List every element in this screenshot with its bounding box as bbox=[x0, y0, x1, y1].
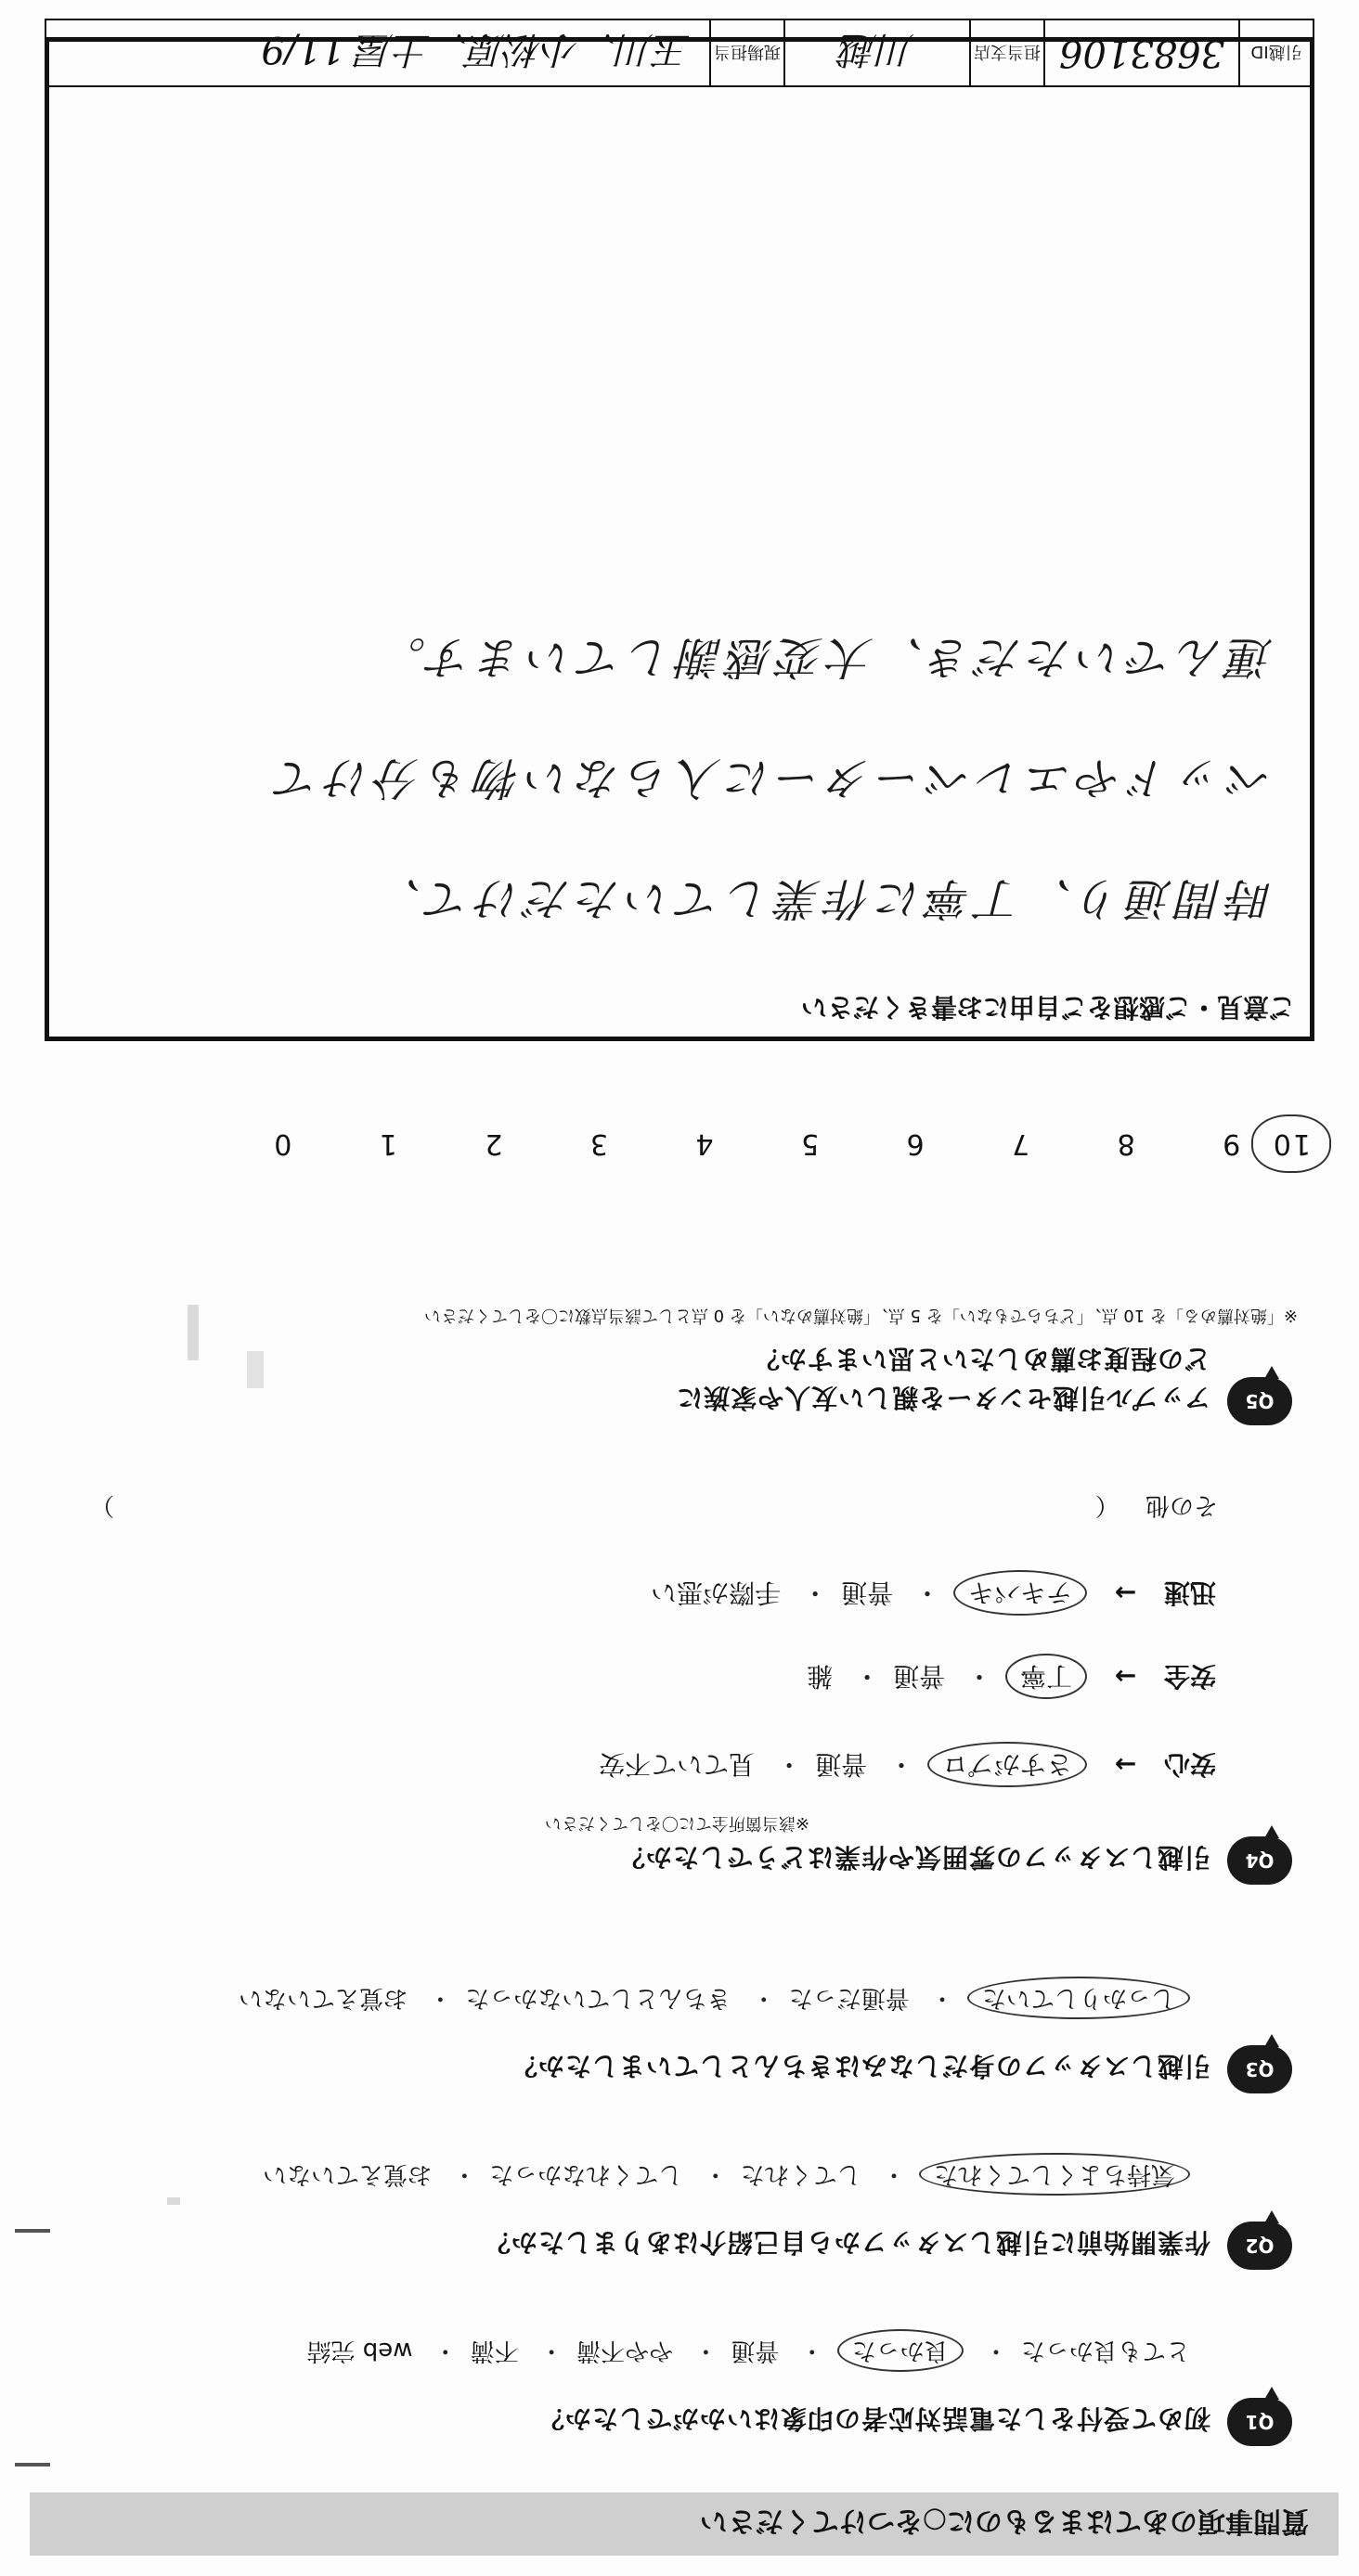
q4-row-label: 迅速 bbox=[1163, 1578, 1216, 1608]
comment-box[interactable] bbox=[45, 37, 1314, 1041]
q1-option[interactable]: 不満 bbox=[470, 2337, 519, 2364]
q1-badge: Q1 bbox=[1227, 2398, 1292, 2446]
scale-value[interactable]: 0 bbox=[272, 1127, 292, 1160]
q1-option[interactable]: web 完結 bbox=[306, 2337, 413, 2364]
q2-option[interactable]: お覚えていない bbox=[263, 2160, 433, 2188]
q4-row-anzen: 安全 → 丁寧・ 普通・ 雑 bbox=[807, 1659, 1216, 1696]
leader-label: 現場担当 bbox=[714, 42, 781, 61]
q1-text: 初めて受付をした電話対応者の印象はいかがでしたか？ bbox=[537, 2403, 1210, 2434]
q4-row-anshin: 安心 → さすがプロ・ 普通・ 見ていて不安 bbox=[599, 1747, 1216, 1784]
question-1 bbox=[48, 2325, 1292, 2446]
q3-option[interactable]: きちんとしていなかった bbox=[465, 1984, 731, 2012]
id-label: 引越ID bbox=[1250, 42, 1302, 61]
q2-badge: Q2 bbox=[1227, 2222, 1292, 2270]
q5-text-line2: どの程度お薦めしたいと思いますか？ bbox=[752, 1344, 1210, 1374]
q1-option[interactable]: やや不満 bbox=[576, 2337, 674, 2364]
q2-option[interactable]: してくれた bbox=[740, 2160, 861, 2188]
scale-value[interactable]: 5 bbox=[798, 1127, 820, 1160]
scale-value-circled[interactable]: 10 bbox=[1251, 1114, 1331, 1173]
q4-text: 引越しスタッフの雰囲気や作業はどうでしたか？ bbox=[617, 1842, 1210, 1873]
branch-value: 川越 bbox=[840, 28, 914, 71]
leader-value: 玉川、小松原、土屋 11/9 bbox=[261, 28, 691, 71]
arrow-icon: → bbox=[1114, 1578, 1137, 1608]
q2-option[interactable]: してくれなかった bbox=[489, 2160, 683, 2188]
question-4 bbox=[48, 1476, 1292, 1885]
id-value: 3683106 bbox=[1058, 32, 1225, 74]
q4-option-circled[interactable]: さすがプロ bbox=[927, 1742, 1087, 1787]
q4-other-label: その他 bbox=[1145, 1491, 1218, 1519]
q5-note: ※「絶対薦める」を 10 点、「どちらでもない」を 5 点、「絶対薦めない」を 0 点として該当点数に〇をしてください bbox=[423, 1306, 1298, 1325]
q4-other-open: （ bbox=[1094, 1491, 1120, 1519]
scale-value[interactable]: 4 bbox=[693, 1127, 714, 1160]
q4-option[interactable]: 普通 bbox=[893, 1661, 946, 1692]
q4-row-label: 安全 bbox=[1163, 1661, 1216, 1692]
q3-badge: Q3 bbox=[1227, 2045, 1292, 2093]
question-3 bbox=[48, 1973, 1292, 2093]
q2-text: 作業開始前に引越しスタッフから自己紹介はありましたか？ bbox=[483, 2227, 1210, 2258]
q5-text-line1: アップル引越センターを親しい友人や家族に bbox=[676, 1383, 1210, 1413]
comment-label: ご意見・ご感想をご自由にお書きください bbox=[800, 992, 1295, 1023]
q5-badge: Q5 bbox=[1227, 1377, 1292, 1425]
arrow-icon: → bbox=[1114, 1749, 1137, 1780]
q3-option[interactable]: お覚えていない bbox=[239, 1984, 408, 2012]
scan-speck bbox=[247, 1351, 264, 1388]
q5-scale bbox=[197, 1114, 1331, 1173]
q4-option[interactable]: 普通 bbox=[841, 1578, 894, 1608]
q3-text: 引越しスタッフの身だしなみはきちんとしていましたか？ bbox=[510, 2051, 1210, 2081]
instruction-text: 質問事項のあてはまるものに○をつけてください bbox=[699, 2505, 1309, 2537]
q4-note: ※該当箇所全てに〇をしてください bbox=[544, 1813, 809, 1833]
scale-value[interactable]: 1 bbox=[377, 1127, 397, 1160]
scan-speck bbox=[188, 1305, 199, 1360]
q4-option[interactable]: 普通 bbox=[815, 1749, 868, 1780]
q1-options: とても良かった・ 良かった・ 普通・ やや不満・ 不満・ web 完結 bbox=[293, 2336, 1190, 2370]
q2-options: 気持ちよくしてくれた・ してくれた・ してくれなかった・ お覚えていない bbox=[250, 2159, 1190, 2194]
scan-speck bbox=[167, 2197, 180, 2205]
arrow-icon: → bbox=[1114, 1661, 1137, 1692]
instruction-bar bbox=[30, 2492, 1339, 2556]
scale-value[interactable]: 7 bbox=[1010, 1127, 1030, 1160]
q3-options: しっかりしていた・ 普通だった・ きちんとしていなかった・ お覚えていない bbox=[226, 1983, 1190, 2017]
q2-option-circled[interactable]: 気持ちよくしてくれた bbox=[919, 2153, 1190, 2196]
question-5 bbox=[48, 1240, 1298, 1425]
q4-option[interactable]: 雑 bbox=[807, 1661, 834, 1692]
scan-mark bbox=[15, 2463, 50, 2467]
q4-row-jinsoku: 迅速 → テキパキ・ 普通・ 手際が悪い bbox=[651, 1576, 1216, 1613]
q4-option[interactable]: 手際が悪い bbox=[651, 1578, 782, 1608]
q4-other-close: ） bbox=[90, 1491, 115, 1519]
scale-value[interactable]: 6 bbox=[904, 1127, 925, 1160]
question-2 bbox=[48, 2149, 1292, 2270]
q3-option-circled[interactable]: しっかりしていた bbox=[967, 1977, 1190, 2019]
scale-value[interactable]: 8 bbox=[1115, 1127, 1135, 1160]
scale-value[interactable]: 2 bbox=[483, 1127, 503, 1160]
scale-value[interactable]: 3 bbox=[588, 1127, 608, 1160]
handwritten-comment-line: 時間通り、丁寧に作業していただけて、 bbox=[370, 872, 1273, 924]
q1-option[interactable]: 普通 bbox=[731, 2337, 780, 2364]
q4-option-circled[interactable]: テキパキ bbox=[953, 1570, 1087, 1616]
q4-other bbox=[90, 1490, 1218, 1525]
header-info-row bbox=[45, 19, 1314, 87]
branch-label: 担当支店 bbox=[974, 42, 1041, 61]
q4-row-label: 安心 bbox=[1163, 1749, 1216, 1780]
scale-value[interactable]: 9 bbox=[1221, 1127, 1241, 1160]
q3-option[interactable]: 普通だった bbox=[788, 1984, 910, 2012]
q1-option-circled[interactable]: 良かった bbox=[837, 2329, 964, 2372]
q1-option[interactable]: とても良かった bbox=[1020, 2337, 1190, 2364]
scan-mark bbox=[15, 2229, 50, 2233]
handwritten-comment-line: 運んでいただき、大変感謝しています。 bbox=[375, 631, 1273, 683]
handwritten-comment-line: ベッドやエレベーターに入らない物も分けて bbox=[269, 752, 1273, 804]
q4-option-circled[interactable]: 丁寧 bbox=[1005, 1654, 1087, 1699]
q4-option[interactable]: 見ていて不安 bbox=[599, 1749, 756, 1780]
q4-badge: Q4 bbox=[1227, 1836, 1292, 1885]
